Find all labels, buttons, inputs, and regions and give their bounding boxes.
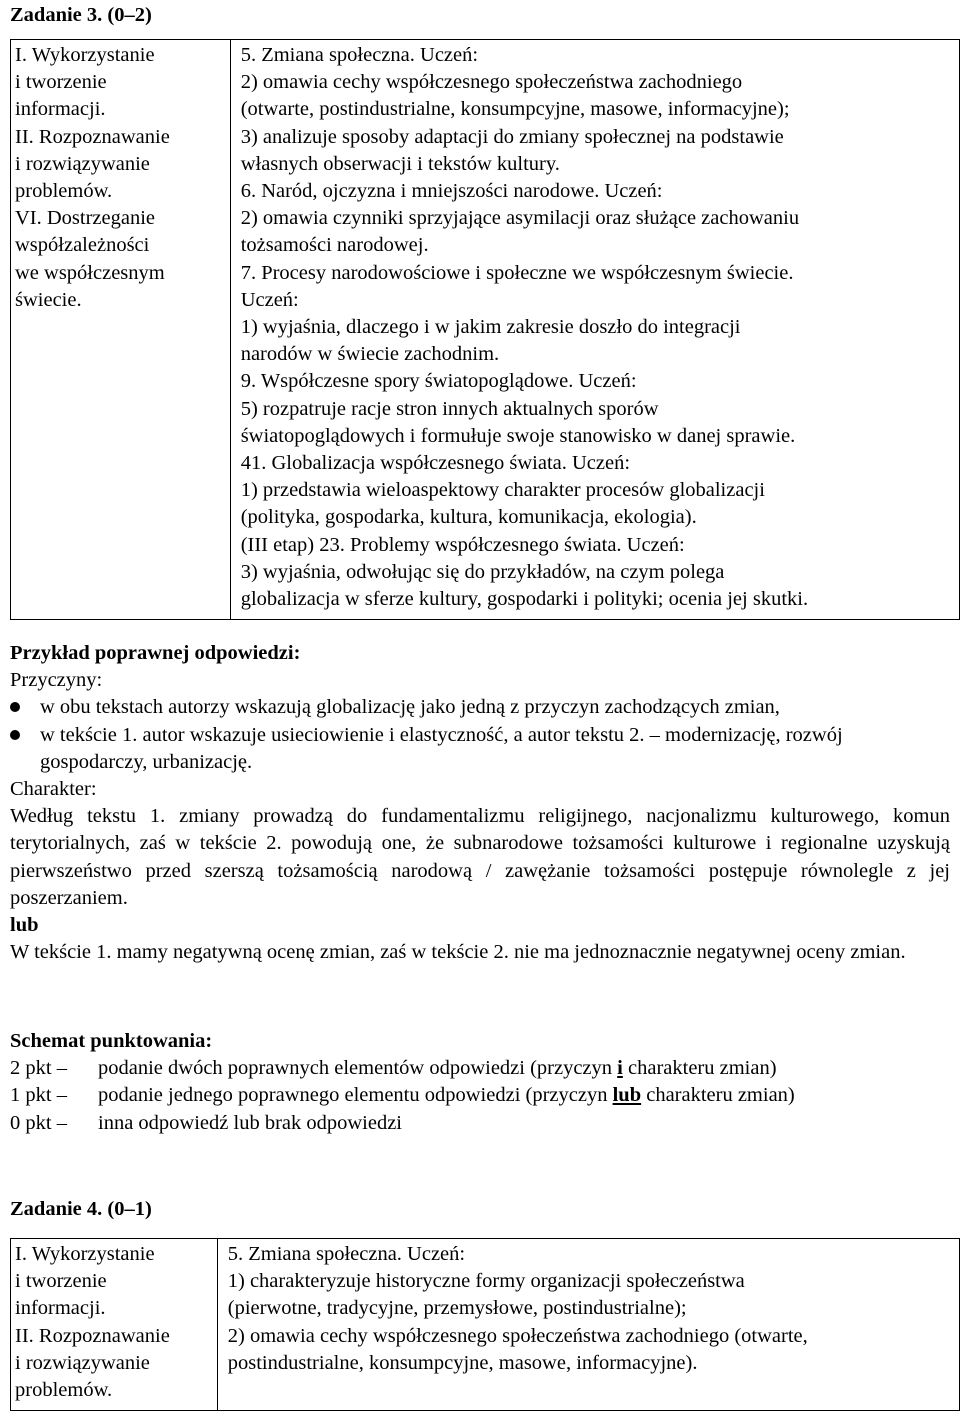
- requirement-line: 3) wyjaśnia, odwołując się do przykładów, na czym polega: [240, 560, 725, 583]
- bullet-icon: [10, 702, 20, 712]
- requirement-line: i tworzenie: [15, 1270, 107, 1293]
- requirement-line: 1) wyjaśnia, dlaczego i w jakim zakresie doszło do integracji: [240, 316, 741, 339]
- requirement-line: 3) analizuje sposoby adaptacji do zmiany społecznej na podstawie: [240, 125, 784, 148]
- requirement-line: i rozwiązywanie: [15, 152, 150, 175]
- requirement-line: świecie.: [15, 288, 82, 311]
- scoring-desc: podanie jednego poprawnego elementu odpowiedzi (przyczyn: [98, 1084, 613, 1107]
- scoring-row: [10, 1055, 950, 1082]
- task-3-general-requirements: [11, 40, 231, 620]
- requirement-line: globalizacja w sferze kultury, gospodarki i polityki; ocenia jej skutki.: [240, 588, 809, 611]
- requirement-line: we współczesnym: [15, 261, 165, 284]
- scoring-desc: podanie dwóch poprawnych elementów odpowiedzi (przyczyn: [98, 1057, 618, 1080]
- requirement-line: własnych obserwacji i tekstów kultury.: [240, 152, 560, 175]
- requirement-line: światopoglądowych i formułuje swoje stanowisko w danej sprawie.: [240, 424, 796, 447]
- task-3-title: Zadanie 3. (0–2): [10, 4, 152, 26]
- scoring-desc-end: charakteru zmian): [622, 1057, 777, 1080]
- bullet-item: [10, 694, 950, 721]
- scoring-desc-end: charakteru zmian): [641, 1084, 795, 1107]
- requirement-line: (III etap) 23. Problemy współczesnego świata. Uczeń:: [240, 533, 685, 556]
- requirement-line: 9. Współczesne spory światopoglądowe. Uczeń:: [240, 370, 637, 393]
- requirement-line: (otwarte, postindustrialne, konsumpcyjne, masowe, informacyjne);: [240, 98, 790, 121]
- scoring-points: 0 pkt –: [10, 1111, 67, 1134]
- requirement-line: problemów.: [15, 180, 113, 203]
- requirement-line: 41. Globalizacja współczesnego świata. Uczeń:: [240, 452, 631, 475]
- requirement-line: I. Wykorzystanie: [15, 1243, 155, 1265]
- scoring-section: [10, 1028, 950, 1137]
- task-4-general-requirements: [11, 1239, 218, 1411]
- requirement-line: 5. Zmiana społeczna. Uczeń:: [240, 44, 479, 66]
- task-3-requirements-table: [10, 39, 960, 620]
- requirement-line: informacji.: [15, 98, 106, 121]
- task-4-title: Zadanie 4. (0–1): [10, 1198, 152, 1220]
- task-4-detailed-requirements: [217, 1239, 959, 1411]
- requirement-line: postindustrialne, konsumpcyjne, masowe, informacyjne).: [227, 1351, 698, 1374]
- requirement-line: (polityka, gospodarka, kultura, komunikacja, ekologia).: [240, 506, 697, 529]
- requirement-line: współzależności: [15, 234, 150, 257]
- requirement-line: I. Wykorzystanie: [15, 44, 155, 66]
- character-text: Według tekstu 1. zmiany prowadzą do fundamentalizmu religijnego, nacjonalizmu kulturowego, komun terytorialnych, zaś w tekście 2. powodują one, że subnarodowe tożsamości kulturowe i regionalne uzyskują pierwszeństwo przed szerszą tożsamością narodową / zawężanie tożsamości postępuje równolegle z jej poszerzaniem.: [10, 805, 950, 909]
- requirement-line: II. Rozpoznawanie: [15, 125, 170, 148]
- bullet-item: [10, 722, 950, 776]
- task-3-answer-section: [10, 640, 950, 966]
- alternative-answer-text: W tekście 1. mamy negatywną ocenę zmian, zaś w tekście 2. nie ma jednoznacznie negatywnej oceny zmian.: [10, 941, 906, 964]
- task-4-requirements-table: [10, 1238, 960, 1411]
- scoring-desc: inna odpowiedź lub brak odpowiedzi: [98, 1111, 403, 1134]
- requirement-line: 6. Naród, ojczyzna i mniejszości narodowe. Uczeń:: [240, 180, 663, 203]
- character-label: Charakter:: [10, 778, 97, 801]
- requirement-line: 7. Procesy narodowościowe i społeczne we współczesnym świecie.: [240, 261, 794, 284]
- bullet-text: w obu tekstach autorzy wskazują globalizację jako jedną z przyczyn zachodzących zmian,: [40, 696, 780, 719]
- requirement-line: informacji.: [15, 1297, 106, 1320]
- requirement-line: 2) omawia czynniki sprzyjające asymilacji oraz służące zachowaniu: [240, 207, 800, 230]
- scoring-heading: Schemat punktowania:: [10, 1030, 213, 1052]
- requirement-line: Uczeń:: [240, 288, 299, 311]
- or-separator: lub: [10, 914, 39, 937]
- requirement-line: problemów.: [15, 1379, 113, 1402]
- requirement-line: tożsamości narodowej.: [240, 234, 429, 257]
- requirement-line: 5. Zmiana społeczna. Uczeń:: [227, 1243, 466, 1265]
- example-answer-heading: Przykład poprawnej odpowiedzi:: [10, 642, 301, 664]
- requirement-line: narodów w świecie zachodnim.: [240, 343, 500, 366]
- scoring-row: [10, 1082, 950, 1109]
- causes-label: Przyczyny:: [10, 669, 103, 692]
- bullet-text: w tekście 1. autor wskazuje usieciowienie i elastyczność, a autor tekstu 2. – modernizację, rozwój gospodarczy, urbanizację.: [40, 723, 843, 773]
- requirement-line: 2) omawia cechy współczesnego społeczeństwa zachodniego (otwarte,: [227, 1324, 808, 1347]
- scoring-points: 1 pkt –: [10, 1084, 67, 1107]
- requirement-line: 5) rozpatruje racje stron innych aktualnych sporów: [240, 397, 659, 420]
- task-3-detailed-requirements: [230, 40, 959, 620]
- requirement-line: (pierwotne, tradycyjne, przemysłowe, postindustrialne);: [227, 1297, 687, 1320]
- bullet-icon: [10, 730, 20, 740]
- requirement-line: 2) omawia cechy współczesnego społeczeństwa zachodniego: [240, 71, 743, 94]
- requirement-line: 1) przedstawia wieloaspektowy charakter procesów globalizacji: [240, 479, 765, 502]
- requirement-line: i tworzenie: [15, 71, 107, 94]
- requirement-line: i rozwiązywanie: [15, 1351, 150, 1374]
- requirement-line: VI. Dostrzeganie: [15, 207, 156, 230]
- scoring-row: [10, 1110, 950, 1137]
- scoring-points: 2 pkt –: [10, 1057, 67, 1080]
- requirement-line: II. Rozpoznawanie: [15, 1324, 170, 1347]
- scoring-emphasis: lub: [612, 1084, 642, 1107]
- scoring-emphasis: i: [617, 1057, 623, 1080]
- requirement-line: 1) charakteryzuje historyczne formy organizacji społeczeństwa: [227, 1270, 745, 1293]
